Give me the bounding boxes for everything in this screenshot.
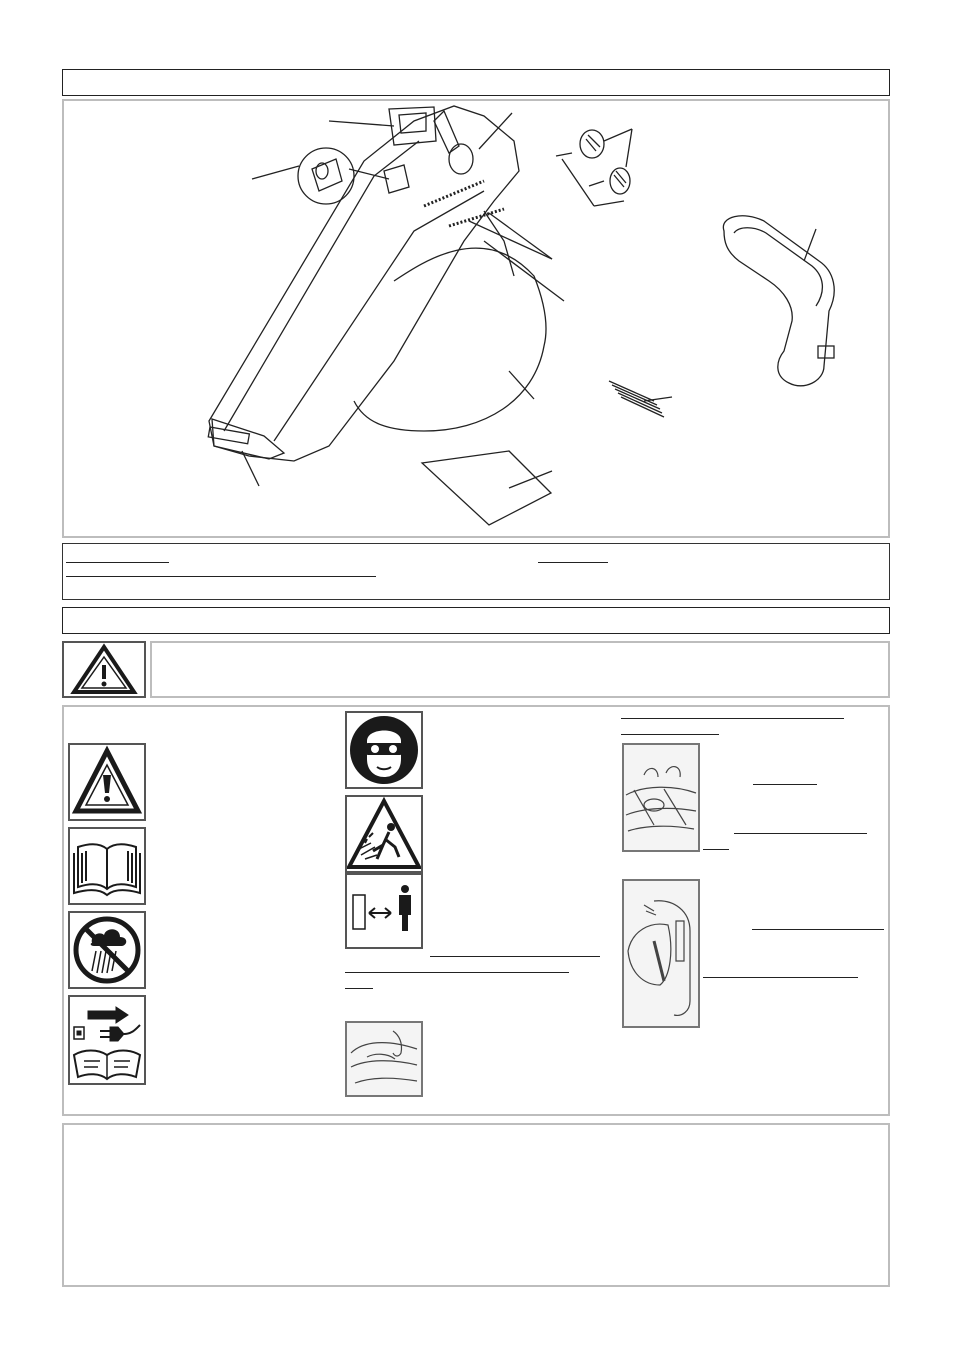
bag-emptying-illustration <box>347 1023 421 1095</box>
warning-triangle-icon <box>70 745 144 819</box>
warning-icon-frame <box>68 743 146 821</box>
col2-underline-2 <box>345 972 569 973</box>
col3-underline-2 <box>621 734 719 735</box>
goggles-icon-frame <box>345 711 423 789</box>
read-manual-icon-frame <box>68 827 146 905</box>
col2-underline-1 <box>430 956 600 957</box>
col3-underline-6 <box>752 929 884 930</box>
col3-underline-4 <box>734 833 867 834</box>
col3-underline-1 <box>621 718 844 719</box>
col3-underline-3 <box>753 784 817 785</box>
distance-icon-frame <box>345 873 423 949</box>
blower-vac-illustration <box>64 101 888 536</box>
safety-warning-icon-frame <box>62 641 146 698</box>
wear-eye-protection-icon <box>347 713 421 787</box>
col2-underline-3 <box>345 988 373 989</box>
keep-bystanders-away-icon <box>347 875 421 947</box>
unplug-before-maintenance-icon <box>70 997 144 1083</box>
bag-emptying-photo <box>345 1021 423 1097</box>
no-rain-icon <box>70 913 144 987</box>
unplug-icon-frame <box>68 995 146 1085</box>
assembly-photo-1 <box>622 743 700 852</box>
safety-header-bar <box>62 607 890 634</box>
warning-triangle-icon <box>64 643 144 696</box>
no-rain-icon-frame <box>68 911 146 989</box>
safety-warning-text-box <box>150 641 890 698</box>
legend-underline-2 <box>538 562 608 563</box>
notes-panel <box>62 1123 890 1287</box>
parts-legend-box <box>62 543 890 600</box>
legend-underline-1 <box>66 562 169 563</box>
col3-underline-7 <box>703 977 858 978</box>
flying-debris-hazard-icon <box>347 797 421 871</box>
col3-underline-5 <box>703 849 729 850</box>
debris-icon-frame <box>345 795 423 873</box>
legend-underline-3 <box>66 576 376 577</box>
safety-symbols-panel <box>62 705 890 1116</box>
bag-attachment-illustration <box>624 881 698 1026</box>
parts-header-bar <box>62 69 890 96</box>
read-manual-icon <box>70 829 144 903</box>
tube-attachment-illustration <box>624 745 698 850</box>
parts-illustration-panel <box>62 99 890 538</box>
assembly-photo-2 <box>622 879 700 1028</box>
